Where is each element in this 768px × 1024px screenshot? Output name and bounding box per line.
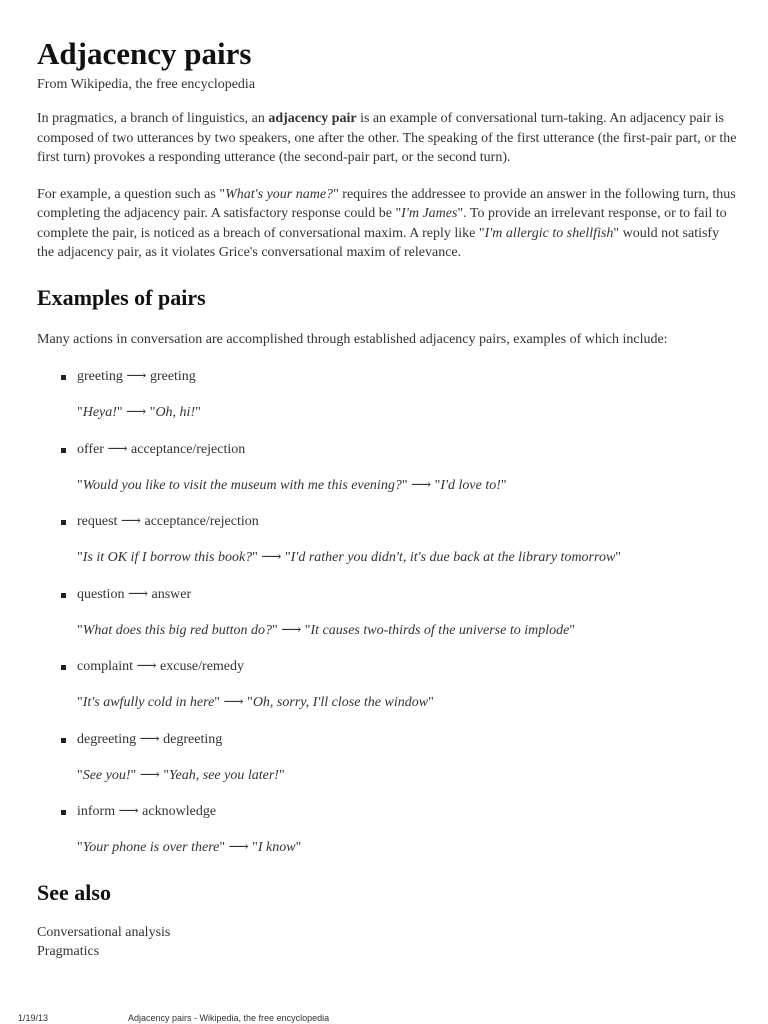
see-also-link-pragmatics[interactable]: Pragmatics (37, 943, 100, 959)
bullet-icon (61, 375, 66, 380)
intro-p2-reply: I'm allergic to shellfish (484, 225, 614, 241)
intro-p2-text-a: For example, a question such as " (37, 186, 226, 202)
pair-example: "It's awfully cold in here" ⟶ "Oh, sorry, I'll close the window" (77, 695, 434, 710)
section-heading-examples: Examples of pairs (37, 284, 206, 310)
pair-second: I'd love to! (440, 477, 501, 493)
article (37, 34, 737, 961)
section-heading-see-also: See also (37, 879, 111, 905)
intro-p2-response: I'm James (401, 206, 458, 221)
pair-second: I'd rather you didn't, it's due back at the library tomorrow (290, 550, 616, 565)
pair-label: degreeting ⟶ degreeting (77, 731, 223, 747)
pair-first: What does this big red button do? (82, 622, 272, 638)
intro-p1-term: adjacency pair (268, 111, 357, 126)
intro-paragraph-2 (37, 185, 737, 263)
pair-first: Heya! (82, 405, 117, 420)
examples-lead: Many actions in conversation are accomplished through established adjacency pairs, examples of which include: (37, 331, 668, 347)
intro-paragraph-1 (37, 109, 737, 168)
pair-arrow: ⟶ (407, 477, 435, 493)
pair-arrow: ⟶ (122, 405, 150, 420)
footer-date: 1/19/13 (18, 1013, 49, 1023)
pair-arrow: ⟶ (225, 840, 253, 855)
intro-p2-text-d: " would not satisfy the adjacency pair, as it violates Grice's conversational maxim of relevance. (37, 225, 720, 260)
intro-p2-question: What's your name? (225, 186, 334, 202)
list-item (37, 441, 737, 514)
bullet-icon (61, 810, 66, 815)
pair-label: greeting ⟶ greeting (77, 369, 196, 384)
list-item (37, 658, 737, 731)
bullet-icon (61, 448, 66, 453)
bullet-icon (61, 520, 66, 525)
pairs-list (37, 368, 737, 876)
list-item (37, 731, 737, 804)
pair-example: "Is it OK if I borrow this book?" ⟶ "I'd rather you didn't, it's due back at the library tomorrow" (77, 550, 621, 565)
pair-first: See you! (82, 767, 131, 783)
pair-arrow: ⟶ (277, 622, 305, 638)
intro-p1-text-b: is an example of conversational turn-taking. An adjacency pair is composed of two utterances by two speakers, one after the other. The speaking of the first utterance (the first-pair part, or the first turn) provokes a responding utterance (the second-pair part, or the second turn). (37, 111, 737, 165)
intro-p2-text-c: ". To provide an irrelevant response, or to fail to complete the pair, is noticed as a breach of conversational maxim. A reply like " (37, 206, 727, 241)
intro-p2-text-b: " requires the addressee to provide an answer in the following turn, thus completing the adjacency pair. A satisfactory response could be " (37, 186, 736, 221)
list-item (37, 513, 737, 586)
pair-label: inform ⟶ acknowledge (77, 804, 217, 819)
pair-first: Would you like to visit the museum with me this evening? (82, 477, 402, 493)
list-item (37, 586, 737, 659)
pair-second: It causes two-thirds of the universe to implode (310, 622, 570, 638)
pair-example: "Would you like to visit the museum with me this evening?" ⟶ "I'd love to!" (77, 477, 507, 493)
list-item (37, 803, 737, 876)
pair-example: "See you!" ⟶ "Yeah, see you later!" (77, 767, 285, 783)
pair-label: request ⟶ acceptance/rejection (77, 514, 259, 529)
pair-second: Oh, hi! (155, 405, 196, 420)
pair-first: Is it OK if I borrow this book? (82, 550, 253, 565)
bullet-icon (61, 738, 66, 743)
page-subtitle: From Wikipedia, the free encyclopedia (37, 77, 256, 92)
pair-label: complaint ⟶ excuse/remedy (77, 659, 245, 674)
pair-arrow: ⟶ (136, 767, 164, 783)
bullet-icon (61, 665, 66, 670)
see-also-list (37, 923, 737, 961)
pair-arrow: ⟶ (257, 550, 285, 565)
pair-second: Oh, sorry, I'll close the window (252, 695, 429, 710)
pair-second: I know (257, 840, 296, 855)
page-title: Adjacency pairs (37, 36, 252, 71)
pair-label: question ⟶ answer (77, 586, 192, 602)
pair-example: "Your phone is over there" ⟶ "I know" (77, 840, 302, 855)
pair-second: Yeah, see you later! (169, 767, 279, 783)
list-item (37, 368, 737, 441)
pair-example: "What does this big red button do?" ⟶ "It causes two-thirds of the universe to implode" (77, 622, 576, 638)
footer-title: Adjacency pairs - Wikipedia, the free encyclopedia (128, 1013, 330, 1023)
pair-first: Your phone is over there (82, 840, 220, 855)
intro-p1-text-a: In pragmatics, a branch of linguistics, an (37, 111, 269, 126)
pair-arrow: ⟶ (220, 695, 248, 710)
pair-label: offer ⟶ acceptance/rejection (77, 441, 246, 457)
pair-example: "Heya!" ⟶ "Oh, hi!" (77, 405, 201, 420)
see-also-link-conversational-analysis[interactable]: Conversational analysis (37, 924, 171, 940)
bullet-icon (61, 593, 66, 598)
pair-first: It's awfully cold in here (82, 695, 215, 710)
